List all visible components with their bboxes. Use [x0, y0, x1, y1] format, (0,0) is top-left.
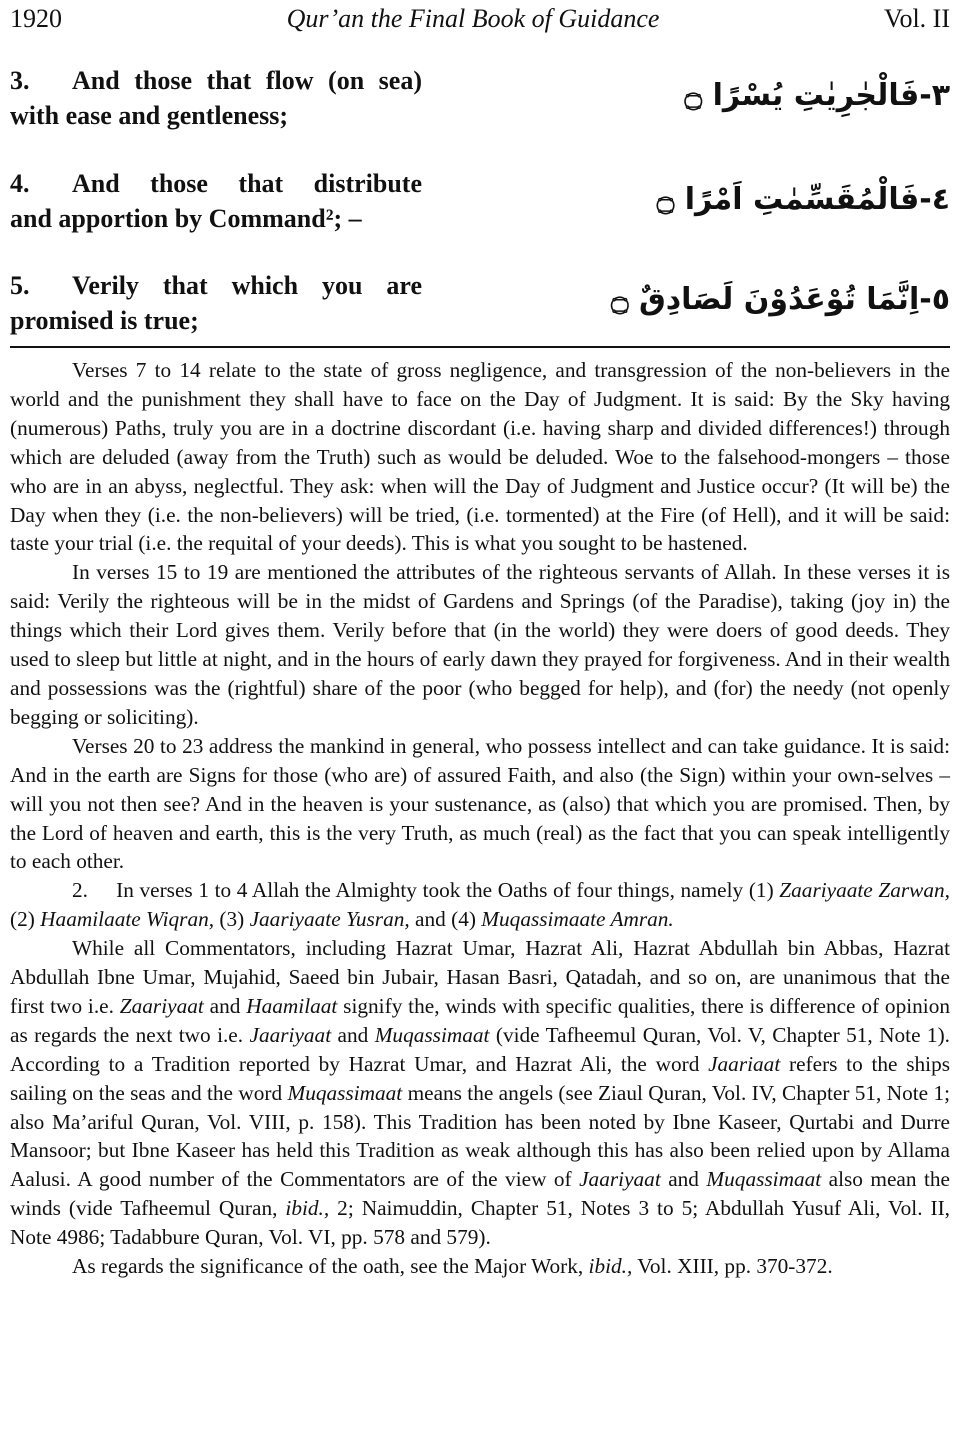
italic-term: Zaariyaate Zarwan,	[779, 878, 950, 903]
paragraph-oath-significance	[10, 1252, 950, 1281]
italic-term: Muqassimaat	[374, 1022, 490, 1047]
italic-term: Jaariyaate Yusran,	[249, 907, 410, 932]
italic-term: Muqassimaat	[706, 1167, 822, 1192]
text-run: 2; Naimuddin, Chapter 51, Notes 3 to 5; Abdullah Yusuf Ali, Vol. II, Note 4986; Tadabbure Quran, Vol. VI, pp. 578 and 579).	[10, 1196, 950, 1250]
text-run: Vol. XIII, pp. 370-372.	[632, 1254, 833, 1279]
verse-number: 3.	[10, 66, 30, 95]
page-header	[10, 2, 950, 36]
note-number: 2.	[72, 878, 88, 903]
italic-term: Haamilaate Wiqran,	[40, 907, 215, 932]
text-run: refers to the ships sailing on the seas and the word	[10, 1051, 950, 1105]
verse-line-1: Verily that which you are	[72, 271, 422, 300]
verse-number: 4.	[10, 169, 30, 198]
text-run: and	[660, 1167, 707, 1192]
italic-term: Muqassimaat	[287, 1080, 403, 1105]
italic-term: Jaariyaat	[249, 1022, 332, 1047]
italic-term: Jaariyaat	[579, 1167, 661, 1192]
paragraph-verses-20-23: Verses 20 to 23 address the mankind in general, who possess intellect and can take guidance. It is said: And in the earth are Signs for those (who are) of assured Faith, and also (the Sign) within your own-selves – will you not then see? And in the heaven is your sustenance, as (also) that which you are promised. Then, by the Lord of heaven and earth, this is the very Truth, as much (real) as the fact that you can speak intelligently to each other.	[10, 733, 950, 874]
volume-label: Vol. II	[884, 4, 950, 33]
arabic-verse-4: ٤-فَالْمُقَسِّمٰتِ اَمْرًا ۝	[656, 182, 950, 217]
paragraph-verses-15-19: In verses 15 to 19 are mentioned the attributes of the righteous servants of Allah. In these verses it is said: Verily the righteous will be in the midst of Gardens and Springs (of the Paradise), taking (joy in) the things which their Lord gives them. Verily before that (in the world) they were doers of good deeds. They used to sleep but little at night, and in the hours of early dawn they prayed for forgiveness. And in their wealth and possessions was the (rightful) share of the poor (who begged for help), and (for) the needy (not openly begging or soliciting).	[10, 560, 950, 729]
text-run: (3)	[214, 907, 250, 932]
page-number: 1920	[10, 4, 62, 33]
paragraph-note-2	[10, 876, 950, 934]
arabic-verse-3: ٣-فَالْجٰرِيٰتِ يُسْرًا ۝	[684, 78, 950, 113]
verse-translation-4	[10, 166, 422, 236]
verse-translation-3	[10, 63, 422, 133]
text-run: also mean the winds (vide Tafheemul Quran,	[10, 1167, 950, 1221]
text-run: and	[331, 1022, 375, 1047]
italic-term: ibid.,	[285, 1196, 330, 1221]
italic-term: ibid.,	[588, 1254, 633, 1279]
paragraph-verses-7-14: Verses 7 to 14 relate to the state of gross negligence, and transgression of the non-believers in the world and the punishment they shall have to face on the Day of Judgment. It is said: By the Sky having (numerous) Paths, truly you are in a doctrine discordant (i.e. having sharp and divided differences!) through which are deluded (away from the Truth) such as would be deluded. Woe to the falsehood-mongers – those who are in an abyss, neglectful. They ask: when will the Day of Judgment and Justice occur? (It will be) the Day when they (i.e. the non-believers) will be tried, (i.e. tormented) at the Fire (of Hell), and it will be said: taste your trial (i.e. the requital of your deeds). This is what you sought to be hastened.	[10, 358, 950, 556]
text-run: and	[203, 993, 247, 1018]
text-run: As regards the significance of the oath, see the Major Work,	[72, 1254, 589, 1279]
text-run: signify the, winds with specific qualities, there is difference of opinion as regards the next two i.e.	[10, 993, 950, 1047]
italic-term: Muqassimaate Amran.	[481, 907, 674, 932]
italic-term: Jaariaat	[708, 1051, 781, 1076]
text-run: and (4)	[409, 907, 482, 932]
verse-line-2: with ease and gentleness;	[10, 101, 289, 130]
section-divider	[10, 346, 950, 348]
text-run: (vide Tafheemul Quran, Vol. V, Chapter 51, Note 1). According to a Tradition reported by Hazrat Umar, and Hazrat Ali, the word	[10, 1022, 950, 1076]
verse-line-2: and apportion by Command²; –	[10, 204, 362, 233]
text-run: While all Commentators, including Hazrat Umar, Hazrat Ali, Hazrat Abdullah bin Abbas, Hazrat Abdullah Ibne Umar, Mujahid, Saeed bin Jubair, Hasan Basri, Qatadah, and so on, are unanimous that the first two i.e.	[10, 936, 950, 1018]
verse-line-1: And those that flow (on sea)	[72, 66, 422, 95]
commentary	[10, 356, 950, 1281]
text-run: means the angels (see Ziaul Quran, Vol. IV, Chapter 51, Note 1; also Ma’ariful Quran, Vol. VIII, p. 158). This Tradition has been noted by Ibne Kaseer, Qurtabi and Durre Mansoor; but Ibne Kaseer has held this Tradition as weak although this has also been relied upon by Allama Aalusi. A good number of the Commentators are of the view of	[10, 1080, 951, 1192]
verse-number: 5.	[10, 271, 30, 300]
verse-translation-5	[10, 268, 422, 338]
arabic-verse-5: ٥-اِنَّمَا تُوْعَدُوْنَ لَصَادِقٌ ۝	[610, 282, 950, 317]
text-run: In verses 1 to 4 Allah the Almighty took the Oaths of four things, namely (1)	[116, 878, 780, 903]
book-title: Qur’an the Final Book of Guidance	[286, 4, 660, 33]
verse-line-1: And those that distribute	[72, 169, 422, 198]
text-run: (2)	[10, 907, 41, 932]
paragraph-commentators	[10, 934, 950, 1252]
verse-line-2: promised is true;	[10, 306, 199, 335]
italic-term: Zaariyaat	[119, 993, 204, 1018]
italic-term: Haamilaat	[246, 993, 338, 1018]
